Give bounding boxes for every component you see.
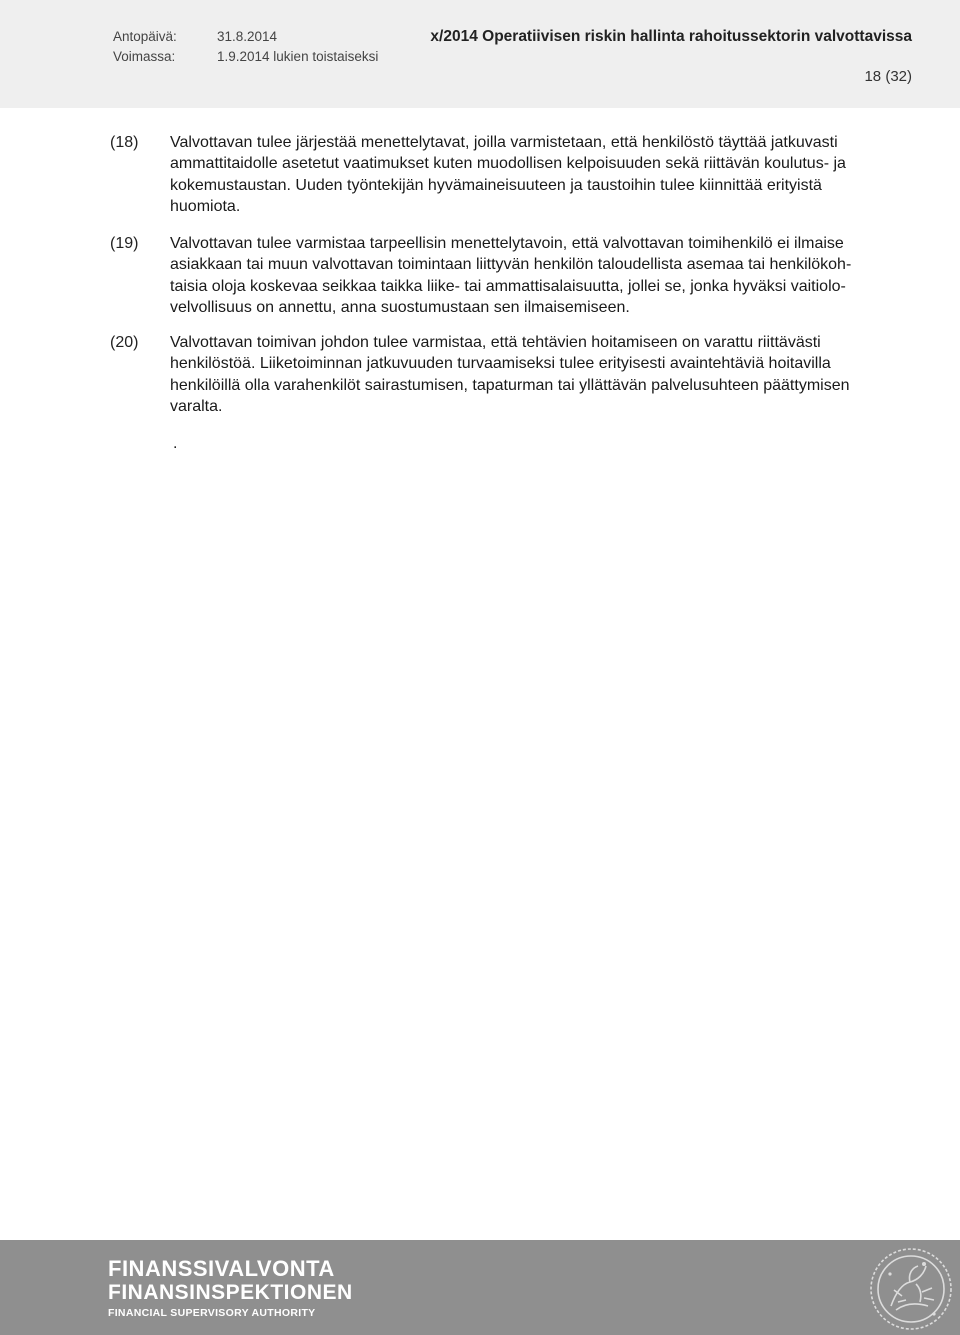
trailing-mark: . <box>173 435 178 452</box>
draft-date-label: Antopäivä: <box>113 29 177 44</box>
page-header <box>0 0 960 108</box>
paragraph-text: Valvottavan tulee varmistaa tarpeellisin menettelytavoin, että valvottavan toimihenkilö ei ilmaise asiakkaan tai muun valvottavan toimintaan liittyvän henkilön taloudellista asemaa tai henkilökoh- taisia oloja koskevaa seikkaa taikka liike- tai ammattisalaisuutta, jollei se, jonka hyväksi vaitiolo- velvollisuus on annettu, anna suostumustaan sen ilmaisemiseen. <box>170 235 852 316</box>
effective-row <box>113 49 378 64</box>
paragraph-number: (18) <box>110 134 139 151</box>
logo-line-swedish: FINANSINSPEKTIONEN <box>108 1281 353 1304</box>
draft-date-value: 31.8.2014 <box>217 29 278 44</box>
page-footer <box>0 1240 960 1335</box>
logo-line-finnish: FINANSSIVALVONTA <box>108 1256 335 1281</box>
paragraph-text: Valvottavan tulee järjestää menettelytavat, joilla varmistetaan, että henkilöstö täyttää jatkuvasti ammattitaidolle asetetut vaatimukset kuten muodollisen kelpoisuuden sekä riittävän koulutus- ja kokemustaustan. Uuden työntekijän hyvämaineisuuteen ja taustoihin tulee kiinnittää erityistä huomiota. <box>170 134 846 215</box>
page-number: 18 (32) <box>864 68 912 85</box>
finanssivalvonta-logo <box>108 1257 353 1320</box>
lion-coat-of-arms-icon <box>866 1244 956 1334</box>
paragraph-number: (19) <box>110 235 139 252</box>
paragraph-number: (20) <box>110 334 139 351</box>
paragraph-text: Valvottavan toimivan johdon tulee varmistaa, että tehtävien hoitamiseen on varattu riittävästi henkilöstöä. Liiketoiminnan jatkuvuuden turvaamiseksi tulee erityisesti avaintehtäviä hoitavilla henkilöillä olla varahenkilöt sairastumisen, tapaturman tai yllättävän palvelusuhteen päättymisen varalta. <box>170 334 850 415</box>
effective-label: Voimassa: <box>113 49 176 64</box>
effective-value: 1.9.2014 lukien toistaiseksi <box>217 49 379 64</box>
draft-date-row <box>113 29 277 44</box>
document-title: x/2014 Operatiivisen riskin hallinta rahoitussektorin valvottavissa <box>430 28 912 45</box>
logo-line-english: FINANCIAL SUPERVISORY AUTHORITY <box>108 1307 316 1319</box>
